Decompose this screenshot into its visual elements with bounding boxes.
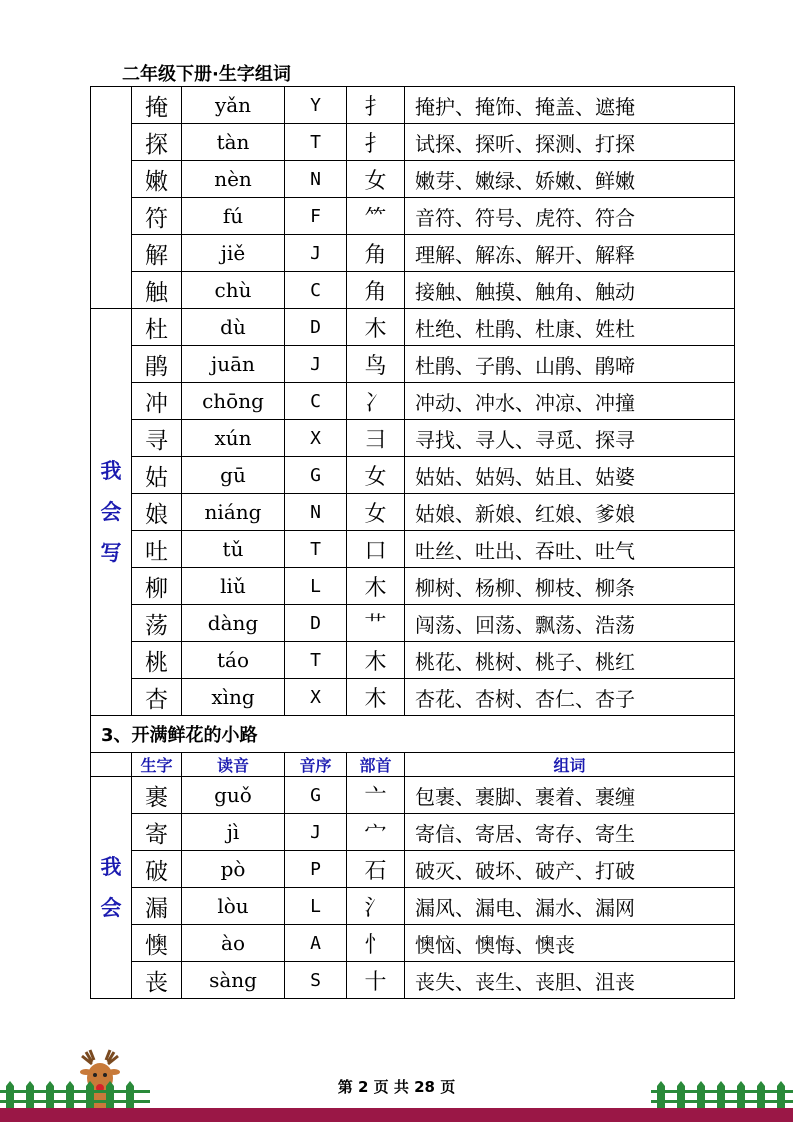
table-row <box>91 420 735 457</box>
char-cell: 解 <box>132 235 182 272</box>
char-cell: 杜 <box>132 309 182 346</box>
letter-cell: T <box>285 531 347 568</box>
char-cell: 探 <box>132 124 182 161</box>
char-cell: 嫩 <box>132 161 182 198</box>
table-row <box>91 383 735 420</box>
vocabulary-table <box>90 86 735 999</box>
pinyin-cell: guǒ <box>182 777 285 814</box>
letter-cell: C <box>285 272 347 309</box>
pinyin-cell: niáng <box>182 494 285 531</box>
pinyin-cell: nèn <box>182 161 285 198</box>
radical-cell: 扌 <box>347 124 405 161</box>
radical-cell: 木 <box>347 642 405 679</box>
letter-cell: L <box>285 888 347 925</box>
group-label-char: 写 <box>100 540 122 565</box>
pinyin-cell: jiě <box>182 235 285 272</box>
table-row <box>91 679 735 716</box>
char-cell: 吐 <box>132 531 182 568</box>
words-cell: 寻找、寻人、寻觅、探寻 <box>405 420 735 457</box>
radical-cell: 彐 <box>347 420 405 457</box>
table-row <box>91 161 735 198</box>
radical-cell: 木 <box>347 309 405 346</box>
char-cell: 破 <box>132 851 182 888</box>
section-title: 3、开满鲜花的小路 <box>91 716 735 753</box>
letter-cell: G <box>285 457 347 494</box>
pinyin-cell: xìng <box>182 679 285 716</box>
group-label-char: 会 <box>100 895 122 920</box>
column-header: 部首 <box>347 753 405 777</box>
column-header: 生字 <box>132 753 182 777</box>
radical-cell: 口 <box>347 531 405 568</box>
header-blank <box>91 753 132 777</box>
char-cell: 漏 <box>132 888 182 925</box>
words-cell: 接触、触摸、触角、触动 <box>405 272 735 309</box>
section-title-row <box>91 716 735 753</box>
radical-cell: 亠 <box>347 777 405 814</box>
radical-cell: 宀 <box>347 814 405 851</box>
letter-cell: G <box>285 777 347 814</box>
char-cell: 冲 <box>132 383 182 420</box>
document-title: 二年级下册·生字组词 <box>122 64 291 85</box>
table-row <box>91 531 735 568</box>
table-row <box>91 814 735 851</box>
letter-cell: S <box>285 962 347 999</box>
letter-cell: N <box>285 494 347 531</box>
letter-cell: C <box>285 383 347 420</box>
words-cell: 音符、符号、虎符、符合 <box>405 198 735 235</box>
pinyin-cell: chōng <box>182 383 285 420</box>
char-cell: 柳 <box>132 568 182 605</box>
char-cell: 鹃 <box>132 346 182 383</box>
table-row <box>91 962 735 999</box>
radical-cell: 角 <box>347 235 405 272</box>
table-row <box>91 124 735 161</box>
group-label <box>91 777 132 999</box>
words-cell: 闯荡、回荡、飘荡、浩荡 <box>405 605 735 642</box>
char-cell: 荡 <box>132 605 182 642</box>
words-cell: 桃花、桃树、桃子、桃红 <box>405 642 735 679</box>
pinyin-cell: sàng <box>182 962 285 999</box>
char-cell: 触 <box>132 272 182 309</box>
pinyin-cell: gū <box>182 457 285 494</box>
radical-cell: 鸟 <box>347 346 405 383</box>
column-header: 读音 <box>182 753 285 777</box>
pinyin-cell: xún <box>182 420 285 457</box>
char-cell: 娘 <box>132 494 182 531</box>
radical-cell: 木 <box>347 679 405 716</box>
table-row <box>91 309 735 346</box>
radical-cell: 女 <box>347 161 405 198</box>
page-number: 第 2 页 共 28 页 <box>337 1078 456 1096</box>
letter-cell: D <box>285 309 347 346</box>
pinyin-cell: dàng <box>182 605 285 642</box>
radical-cell: 艹 <box>347 605 405 642</box>
words-cell: 冲动、冲水、冲凉、冲撞 <box>405 383 735 420</box>
words-cell: 嫩芽、嫩绿、娇嫩、鲜嫩 <box>405 161 735 198</box>
group-label-char: 会 <box>100 499 122 524</box>
letter-cell: F <box>285 198 347 235</box>
letter-cell: T <box>285 124 347 161</box>
words-cell: 吐丝、吐出、吞吐、吐气 <box>405 531 735 568</box>
words-cell: 姑娘、新娘、红娘、爹娘 <box>405 494 735 531</box>
words-cell: 试探、探听、探测、打探 <box>405 124 735 161</box>
radical-cell: 忄 <box>347 925 405 962</box>
char-cell: 符 <box>132 198 182 235</box>
group-label-char: 我 <box>100 854 122 879</box>
letter-cell: J <box>285 346 347 383</box>
table-row <box>91 642 735 679</box>
radical-cell: 女 <box>347 457 405 494</box>
radical-cell: 石 <box>347 851 405 888</box>
pinyin-cell: tǔ <box>182 531 285 568</box>
table-row <box>91 235 735 272</box>
words-cell: 柳树、杨柳、柳枝、柳条 <box>405 568 735 605</box>
column-header: 组词 <box>405 753 735 777</box>
words-cell: 漏风、漏电、漏水、漏网 <box>405 888 735 925</box>
group-label-char: 我 <box>100 458 122 483</box>
char-cell: 杏 <box>132 679 182 716</box>
table-row <box>91 272 735 309</box>
radical-cell: ⺮ <box>347 198 405 235</box>
char-cell: 寻 <box>132 420 182 457</box>
radical-cell: 女 <box>347 494 405 531</box>
radical-cell: 氵 <box>347 888 405 925</box>
footer-bar <box>0 1108 793 1122</box>
words-cell: 杜鹃、子鹃、山鹃、鹃啼 <box>405 346 735 383</box>
pinyin-cell: tàn <box>182 124 285 161</box>
letter-cell: J <box>285 814 347 851</box>
pinyin-cell: lòu <box>182 888 285 925</box>
pinyin-cell: yǎn <box>182 87 285 124</box>
letter-cell: T <box>285 642 347 679</box>
words-cell: 丧失、丧生、丧胆、沮丧 <box>405 962 735 999</box>
char-cell: 掩 <box>132 87 182 124</box>
table-row <box>91 568 735 605</box>
words-cell: 杏花、杏树、杏仁、杏子 <box>405 679 735 716</box>
char-cell: 丧 <box>132 962 182 999</box>
words-cell: 破灭、破坏、破产、打破 <box>405 851 735 888</box>
pinyin-cell: jì <box>182 814 285 851</box>
pinyin-cell: chù <box>182 272 285 309</box>
words-cell: 理解、解冻、解开、解释 <box>405 235 735 272</box>
words-cell: 掩护、掩饰、掩盖、遮掩 <box>405 87 735 124</box>
header-row <box>91 753 735 777</box>
words-cell: 包裹、裹脚、裹着、裹缠 <box>405 777 735 814</box>
letter-cell: N <box>285 161 347 198</box>
column-header: 音序 <box>285 753 347 777</box>
words-cell: 寄信、寄居、寄存、寄生 <box>405 814 735 851</box>
char-cell: 寄 <box>132 814 182 851</box>
letter-cell: Y <box>285 87 347 124</box>
pinyin-cell: juān <box>182 346 285 383</box>
table-row <box>91 87 735 124</box>
letter-cell: J <box>285 235 347 272</box>
fence-left-icon <box>0 1080 150 1110</box>
letter-cell: D <box>285 605 347 642</box>
letter-cell: P <box>285 851 347 888</box>
char-cell: 桃 <box>132 642 182 679</box>
pinyin-cell: liǔ <box>182 568 285 605</box>
table-row <box>91 457 735 494</box>
pinyin-cell: táo <box>182 642 285 679</box>
char-cell: 姑 <box>132 457 182 494</box>
pinyin-cell: pò <box>182 851 285 888</box>
letter-cell: L <box>285 568 347 605</box>
letter-cell: X <box>285 420 347 457</box>
radical-cell: 十 <box>347 962 405 999</box>
table-row <box>91 494 735 531</box>
group-label <box>91 309 132 716</box>
letter-cell: X <box>285 679 347 716</box>
pinyin-cell: fú <box>182 198 285 235</box>
pinyin-cell: dù <box>182 309 285 346</box>
char-cell: 裹 <box>132 777 182 814</box>
fence-right-icon <box>651 1080 793 1110</box>
table-row <box>91 346 735 383</box>
table-row <box>91 851 735 888</box>
table-row <box>91 777 735 814</box>
table-row <box>91 925 735 962</box>
pinyin-cell: ào <box>182 925 285 962</box>
radical-cell: 木 <box>347 568 405 605</box>
group-label <box>91 87 132 309</box>
char-cell: 懊 <box>132 925 182 962</box>
words-cell: 杜绝、杜鹃、杜康、姓杜 <box>405 309 735 346</box>
table-row <box>91 605 735 642</box>
words-cell: 姑姑、姑妈、姑且、姑婆 <box>405 457 735 494</box>
letter-cell: A <box>285 925 347 962</box>
table-row <box>91 888 735 925</box>
words-cell: 懊恼、懊悔、懊丧 <box>405 925 735 962</box>
radical-cell: 冫 <box>347 383 405 420</box>
radical-cell: 扌 <box>347 87 405 124</box>
table-row <box>91 198 735 235</box>
radical-cell: 角 <box>347 272 405 309</box>
